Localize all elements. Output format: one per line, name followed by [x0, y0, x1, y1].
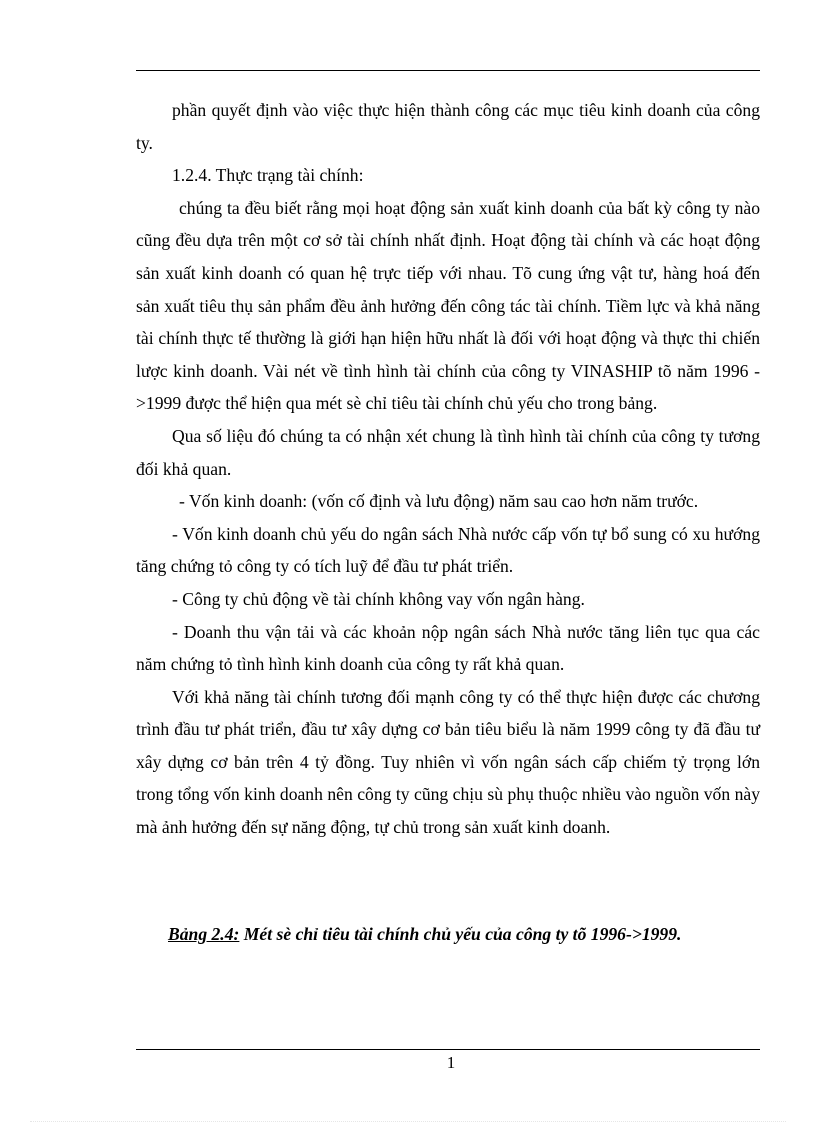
- footer-rule: [136, 1049, 760, 1050]
- paragraph-financial-overview: chúng ta đều biết rằng mọi hoạt động sản xuất kinh doanh của bất kỳ công ty nào cũng đều dựa trên một cơ sở tài chính nhất định. Hoạt động tài chính và các hoạt động sản xuất kinh doanh có quan hệ trực tiếp với nhau. Tõ cung ứng vật tư, hàng hoá đến sản xuất tiêu thụ sản phẩm đều ảnh hưởng đến công tác tài chính. Tiềm lực và khả năng tài chính thực tế thường là giới hạn hiện hữu nhất là đối với hoạt động và thực thi chiến lược kinh doanh. Vài nét về tình hình tài chính của công ty VINASHIP tõ năm 1996 - >1999 được thể hiện qua mét sè chỉ tiêu tài chính chủ yếu cho trong bảng.: [136, 197, 760, 414]
- header-rule: [136, 70, 760, 71]
- document-body: [136, 94, 760, 844]
- table-caption: [168, 924, 681, 945]
- paragraph-assessment: Qua số liệu đó chúng ta có nhận xét chung là tình hình tài chính của công ty tương đối khả quan.: [136, 425, 760, 479]
- page-number: [0, 1053, 816, 1073]
- bullet-capital: - Vốn kinh doanh: (vốn cố định và lưu động) năm sau cao hơn năm trước.: [179, 491, 699, 512]
- bullet-revenue: - Doanh thu vận tải và các khoản nộp ngân sách Nhà nước tăng liên tục qua các năm chứng tỏ tình hình kinh doanh của công ty rất khả quan.: [136, 621, 760, 675]
- bullet-no-loans: - Công ty chủ động về tài chính không vay vốn ngân hàng.: [172, 588, 585, 609]
- bullet-capital-source: - Vốn kinh doanh chủ yếu do ngân sách Nhà nước cấp vốn tự bổ sung có xu hướng tăng chứng tỏ công ty có tích luỹ để đầu tư phát triển.: [136, 523, 760, 577]
- page-number-value: 1: [446, 1053, 456, 1072]
- section-heading: 1.2.4. Thực trạng tài chính:: [172, 165, 364, 186]
- table-caption-text: Mét sè chỉ tiêu tài chính chủ yếu của công ty tõ 1996->1999.: [239, 924, 682, 944]
- paragraph-intro-continuation: phần quyết định vào việc thực hiện thành công các mục tiêu kinh doanh của công ty.: [136, 100, 760, 153]
- table-caption-label: Bảng 2.4:: [168, 924, 240, 944]
- paragraph-investment: Với khả năng tài chính tương đối mạnh công ty có thể thực hiện được các chương trình đầu tư phát triển, đầu tư xây dựng cơ bản tiêu biểu là năm 1999 công ty đã đầu tư xây dựng cơ bản trên 4 tỷ đồng. Tuy nhiên vì vốn ngân sách cấp chiếm tỷ trọng lớn trong tổng vốn kinh doanh nên công ty cũng chịu sù phụ thuộc nhiều vào nguồn vốn này mà ảnh hưởng đến sự năng động, tự chủ trong sản xuất kinh doanh.: [136, 686, 760, 838]
- page-edge-divider: [30, 1121, 786, 1122]
